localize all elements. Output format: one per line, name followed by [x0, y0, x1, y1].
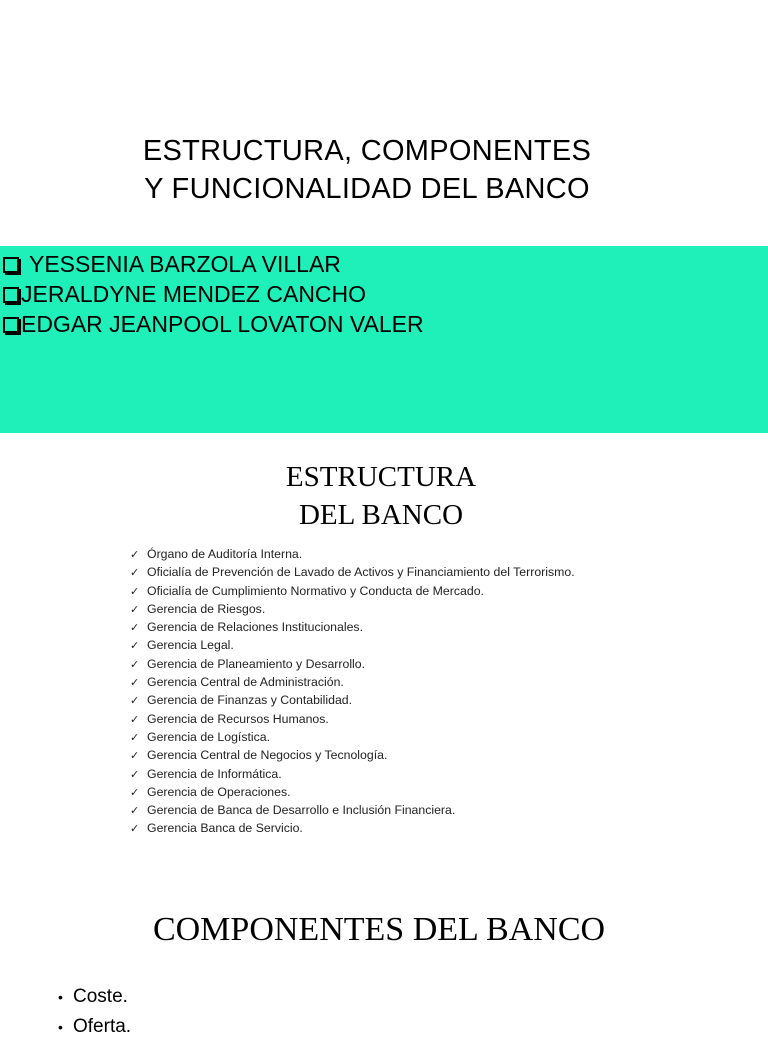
- list-item: ✓ Gerencia de Informática.: [130, 766, 575, 784]
- author-item: [3, 250, 341, 278]
- checkmark-icon: ✓: [130, 622, 140, 635]
- estructura-heading: [0, 458, 762, 534]
- list-item: • Oferta.: [58, 1012, 131, 1042]
- author-item: [3, 280, 366, 308]
- author-name: EDGAR JEANPOOL LOVATON VALER: [21, 311, 424, 337]
- checkmark-icon: ✓: [130, 750, 140, 763]
- list-item: ✓ Gerencia de Logística.: [130, 729, 575, 747]
- checkmark-icon: ✓: [130, 585, 140, 598]
- list-item: ✓ Gerencia Legal.: [130, 637, 575, 655]
- checkmark-icon: ✓: [130, 640, 140, 653]
- list-item: ✓ Gerencia de Relaciones Institucionales.: [130, 619, 575, 637]
- list-item: ✓ Gerencia Banca de Servicio.: [130, 820, 575, 838]
- list-item: • Coste.: [58, 982, 131, 1012]
- authors-band: [0, 246, 768, 433]
- checkmark-icon: ✓: [130, 713, 140, 726]
- checkbox-icon: [3, 287, 19, 303]
- checkmark-icon: ✓: [130, 731, 140, 744]
- list-item: ✓ Órgano de Auditoría Interna.: [130, 546, 575, 564]
- checkmark-icon: ✓: [130, 567, 140, 580]
- checkmark-icon: ✓: [130, 677, 140, 690]
- bullet-icon: •: [58, 1019, 63, 1035]
- estructura-heading-line-2: DEL BANCO: [298, 499, 464, 531]
- componentes-heading: COMPONENTES DEL BANCO: [152, 911, 606, 948]
- list-item: ✓ Gerencia Central de Administración.: [130, 674, 575, 692]
- checkmark-icon: ✓: [130, 695, 140, 708]
- list-item: ✓ Gerencia de Finanzas y Contabilidad.: [130, 692, 575, 710]
- checkmark-icon: ✓: [130, 805, 140, 818]
- list-item: ✓ Gerencia de Recursos Humanos.: [130, 711, 575, 729]
- checkmark-icon: ✓: [130, 768, 140, 781]
- list-item: ✓ Oficialía de Cumplimiento Normativo y Conducta de Mercado.: [130, 583, 575, 601]
- author-name: YESSENIA BARZOLA VILLAR: [29, 251, 341, 277]
- title-line-1: ESTRUCTURA, COMPONENTES: [142, 135, 592, 167]
- title-line-2: Y FUNCIONALIDAD DEL BANCO: [144, 173, 590, 205]
- checkmark-icon: ✓: [130, 658, 140, 671]
- list-item: ✓ Oficialía de Prevención de Lavado de Activos y Financiamiento del Terrorismo.: [130, 564, 575, 582]
- department-list: [130, 546, 575, 839]
- componentes-list: [58, 982, 131, 1042]
- checkmark-icon: ✓: [130, 823, 140, 836]
- bullet-icon: •: [58, 989, 63, 1005]
- list-item: ✓ Gerencia Central de Negocios y Tecnología.: [130, 747, 575, 765]
- page-title: [0, 132, 734, 208]
- author-name: JERALDYNE MENDEZ CANCHO: [21, 281, 367, 307]
- checkmark-icon: ✓: [130, 549, 140, 561]
- list-item: ✓ Gerencia de Riesgos.: [130, 601, 575, 619]
- checkmark-icon: ✓: [130, 786, 140, 799]
- list-item: ✓ Gerencia de Operaciones.: [130, 784, 575, 802]
- estructura-heading-line-1: ESTRUCTURA: [285, 461, 477, 493]
- checkbox-icon: [3, 257, 19, 273]
- author-item: [3, 310, 424, 338]
- checkmark-icon: ✓: [130, 603, 140, 616]
- list-item: ✓ Gerencia de Planeamiento y Desarrollo.: [130, 656, 575, 674]
- checkbox-icon: [3, 317, 19, 333]
- list-item: ✓ Gerencia de Banca de Desarrollo e Inclusión Financiera.: [130, 802, 575, 820]
